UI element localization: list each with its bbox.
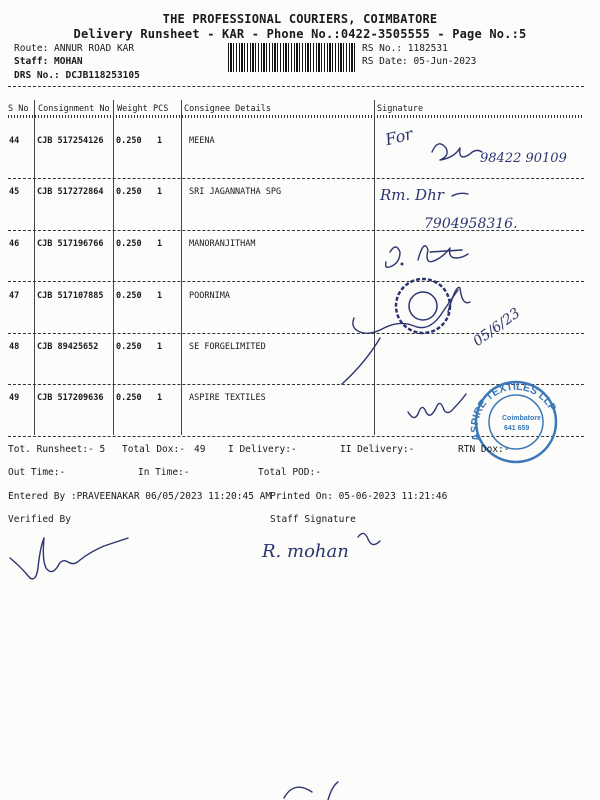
out-time-label: Out Time:-	[8, 467, 66, 478]
row-consignment: CJB 517254126	[37, 136, 104, 146]
stamp-name: ASPIRE TEXTILES LLP	[468, 380, 559, 443]
company-title: THE PROFESSIONAL COURIERS, COIMBATORE	[162, 12, 438, 26]
staff-label: Staff: MOHAN	[14, 56, 83, 67]
drs-number: DRS No.: DCJB118253105	[14, 70, 140, 81]
signature-stroke	[408, 394, 466, 418]
i-delivery-label: I Delivery:-	[228, 444, 297, 455]
staff-signature-label: Staff Signature	[270, 514, 356, 525]
row-sno: 47	[9, 291, 20, 301]
row-weight: 0.250	[116, 187, 142, 197]
signature-stroke	[358, 533, 380, 544]
row-consignment: CJB 517107885	[37, 291, 104, 301]
signature-stroke	[452, 193, 468, 196]
signature-row-45	[378, 180, 578, 236]
col-signature: Signature	[377, 104, 424, 114]
row-pcs: 1	[157, 342, 163, 352]
col-weight: Weight	[117, 104, 148, 114]
office-stamp	[396, 279, 450, 333]
row-pcs: 1	[157, 187, 163, 197]
in-time-label: In Time:-	[138, 467, 190, 478]
total-dox-label: Total Dox:-	[122, 444, 185, 455]
verified-by-label: Verified By	[8, 514, 71, 525]
signature-stroke	[386, 247, 400, 267]
row-pcs: 1	[157, 239, 163, 249]
col-pcs: PCS	[153, 104, 169, 114]
company-stamp-inner	[489, 395, 543, 449]
row-consignee: SE FORGELIMITED	[189, 342, 266, 352]
ii-delivery-label: II Delivery:-	[340, 444, 415, 455]
signature-stroke	[418, 246, 468, 262]
signature-row-44	[380, 122, 580, 182]
rule	[8, 86, 584, 87]
header-rule	[8, 115, 584, 118]
row-consignee: SRI JAGANNATHA SPG	[189, 187, 282, 197]
row-sno: 45	[9, 187, 20, 197]
col-consignee: Consignee Details	[184, 104, 271, 114]
row-weight: 0.250	[116, 393, 142, 403]
runsheet-subtitle: Delivery Runsheet - KAR - Phone No.:0422-3505555 - Page No.:5	[73, 27, 527, 41]
row-sno: 49	[9, 393, 20, 403]
row-sno: 48	[9, 342, 20, 352]
rs-date: RS Date: 05-Jun-2023	[362, 56, 477, 67]
row-weight: 0.250	[116, 136, 142, 146]
row-pcs: 1	[157, 136, 163, 146]
row-consignment: CJB 89425652	[37, 342, 99, 352]
printed-on: Printed On: 05-06-2023 11:21:46	[270, 491, 448, 502]
rs-number: RS No.: 1182531	[362, 43, 448, 54]
col-consignment: Consignment No	[38, 104, 110, 114]
row-sno: 46	[9, 239, 20, 249]
sig-phone-44: 98422 90109	[480, 151, 567, 166]
signature-stroke	[432, 144, 482, 160]
staff-signature	[262, 525, 402, 575]
rtn-dox-label: RTN Dox:-	[458, 444, 510, 455]
total-pod-label: Total POD:-	[258, 467, 321, 478]
signature-stroke	[284, 787, 312, 798]
total-dox-value: 49	[194, 444, 206, 455]
row-consignment: CJB 517209636	[37, 393, 104, 403]
signature-stroke	[328, 782, 338, 800]
row-consignment: CJB 517196766	[37, 239, 104, 249]
signature-dot	[401, 263, 404, 266]
sig-for-text: For	[383, 124, 415, 150]
col-sno: S No	[8, 104, 29, 114]
sig-date-47: 05/6/23	[470, 305, 524, 350]
row-consignment: CJB 517272864	[37, 187, 104, 197]
signature-stroke	[342, 338, 380, 384]
row-weight: 0.250	[116, 239, 142, 249]
stamp-pin: 641 659	[504, 425, 530, 432]
sig-phone-45: 7904958316.	[424, 216, 518, 232]
row-pcs: 1	[157, 291, 163, 301]
office-stamp-inner	[409, 292, 437, 320]
row-consignee: POORNIMA	[189, 291, 230, 301]
stamp-city: Coimbatore	[502, 415, 541, 422]
staff-sign-text: R. mohan	[262, 541, 349, 562]
row-pcs: 1	[157, 393, 163, 403]
entered-by: Entered By :PRAVEENAKAR 06/05/2023 11:20:45 AM	[8, 491, 272, 502]
edge-mark	[280, 776, 360, 800]
row-consignee: MEENA	[189, 136, 215, 146]
row-sno: 44	[9, 136, 20, 146]
row-consignee: ASPIRE TEXTILES	[189, 393, 266, 403]
total-runsheet: Tot. Runsheet:- 5	[8, 444, 106, 455]
row-consignee: MANORANJITHAM	[189, 239, 256, 249]
signature-stroke	[430, 250, 462, 252]
route-label: Route: ANNUR ROAD KAR	[14, 43, 135, 54]
sig-name-45: Rm. Dhr	[380, 186, 444, 204]
row-weight: 0.250	[116, 342, 142, 352]
signature-row-47	[340, 270, 540, 390]
signature-stroke	[10, 538, 128, 579]
row-weight: 0.250	[116, 291, 142, 301]
signature-stroke	[448, 288, 470, 313]
verified-signature	[6, 528, 156, 588]
barcode	[228, 43, 356, 72]
